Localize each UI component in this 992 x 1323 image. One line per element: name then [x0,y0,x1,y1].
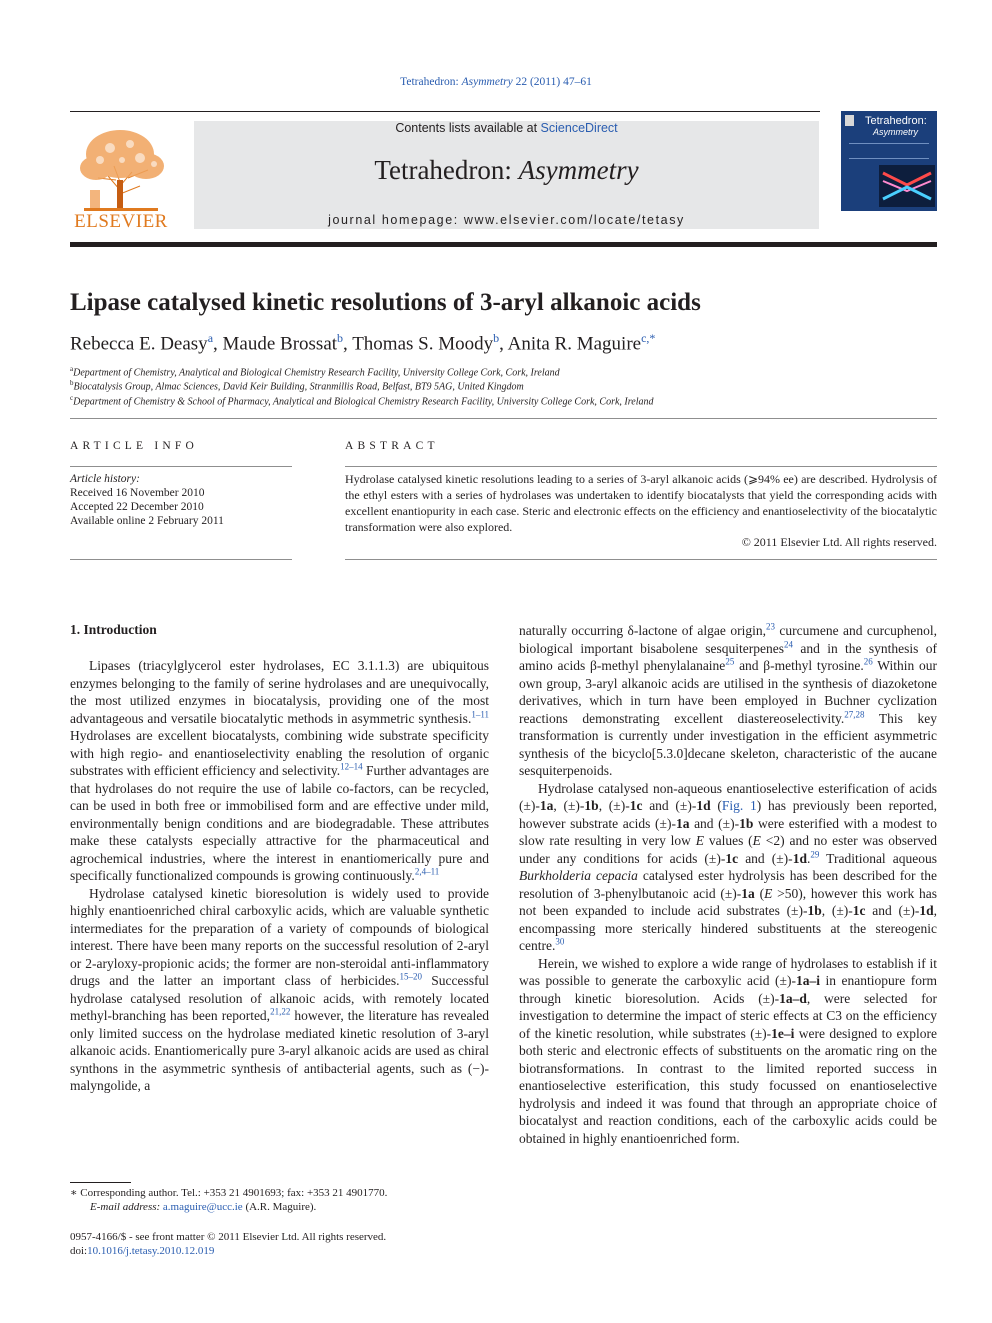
text-run: Hydrolases are excellent biocatalysts, combining wide substrate specificity with high regio- and enantioselectivity enabling the resolution of organic substrates with efficient efficiency and selectivity. [70,728,489,778]
body-right-column [519,622,937,1147]
email-note [90,1201,316,1213]
ref-link[interactable]: 23 [765,621,775,632]
issn-line: 0957-4166/$ - see front matter © 2011 Elsevier Ltd. All rights reserved. [70,1231,387,1243]
text-run: Further advantages are that hydrolases do not require the use of labile co-factors, can be recycled, can be used in both free or immobilised form and are effective under mild, environmentally benign conditions and are biodegradable. These attributes make these catalysts especially attractive for the pharmaceutical and agrochemical industries, where the interest in enantiomerically pure and specifically functionalized compounds is growing continuously. [70,763,489,883]
doi-link[interactable]: 10.1016/j.tetasy.2010.12.019 [87,1245,215,1257]
text-run: , (±)- [553,798,585,813]
paragraph [519,622,937,780]
abstract-text: Hydrolase catalysed kinetic resolutions leading to a series of 3-aryl alkanoic acids (⩾94% ee) are described. Hydrolysis of the ethyl esters with a series of hydrolases was undertaken to identify biocatalysts that yield the corresponding acids with excellent enantiopurity in each case. Steric and electronic effects on the efficiency and enantioselectivity of the biocatalytic transformation were also explored. [345,472,937,534]
affiliation-sup: c [70,394,74,402]
affiliation-divider [70,418,937,419]
cover-graphic-icon [879,165,935,207]
citation-journal: Tetrahedron: [400,76,462,88]
text-run: Hydrolase catalysed kinetic bioresolution is widely used to provide highly enantioenriched chiral carboxylic acids, which are valuable synthetic intermediates for the preparation of a variety of compounds of biological interest. There have been many reports on the successful resolution of 2-aryl or 2-aryloxy-propionic acids; the former are non-steroidal anti-inflammatory drugs and the latter an important class of herbicides. [70,885,489,988]
ref-link[interactable]: 12–14 [340,761,363,772]
compound-label: 1d [696,798,711,813]
symbol-E: E [764,885,773,901]
compound-label: 1e–i [771,1025,795,1041]
text-run: <2) and no ester was observed under any conditions for acids (±)- [519,833,938,866]
symbol-E: E [752,833,761,848]
journal-title-plain: Tetrahedron: [374,155,519,185]
article-info-bottom-rule [70,559,292,560]
text-run: catalysed ester hydrolysis has been described for the resolution of 3-phenylbutanoic acid (±)- [519,868,938,901]
header-thick-rule [70,242,937,247]
paragraph [70,657,489,885]
elsevier-wordmark: ELSEVIER [74,211,168,232]
email-link[interactable]: a.maguire@ucc.ie [162,1201,243,1213]
contents-prefix: Contents lists available at [395,121,541,135]
paragraph [70,885,489,1095]
ref-link[interactable]: 25 [725,656,735,667]
text-run: , (±)- [821,903,853,918]
ref-link[interactable]: 29 [810,849,820,859]
text-run: Traditional aqueous [819,850,938,866]
journal-title [194,155,819,186]
email-suffix: (A.R. Maguire). [242,1201,317,1213]
cover-subtitle: Asymmetry [873,127,918,137]
text-run: and β-methyl tyrosine. [734,658,864,673]
citation-journal-italic: Asymmetry [461,76,513,88]
compound-label: 1a [741,885,755,901]
compound-label: 1d [792,850,807,866]
online-date: Available online 2 February 2011 [70,515,224,527]
doi-label: doi: [70,1245,88,1257]
compound-label: 1c [725,850,739,866]
compound-label: 1c [629,798,643,813]
text-run: Hydrolase catalysed non-aqueous enantioselective esterification of acids (±)- [519,780,937,813]
text-run: and (±)- [865,903,920,918]
cover-lines [849,143,929,159]
text-run: naturally occurring δ-lactone of algae origin, [519,623,766,638]
author-name[interactable]: Maude Brossat [222,333,338,355]
text-run: and (±)- [642,798,697,813]
article-history [70,472,224,528]
article-info-rule [70,466,292,467]
abstract-bottom-rule [345,559,937,560]
text-run: were esterified with a modest to slow rate resulting in very low [519,815,937,848]
text-run: , were selected for investigation to determine the impact of steric effects at C3 on the efficiency of the kinetic resolution, while substrates (±)- [519,990,937,1041]
text-run: . [806,850,811,866]
ref-link[interactable]: 1–11 [471,709,489,719]
homepage-url[interactable]: www.elsevier.com/locate/tetasy [463,213,685,227]
cover-footer-band [841,211,937,231]
history-label: Article history: [70,473,140,485]
text-run: Lipases (triacylglycerol ester hydrolases, EC 3.1.1.3) are ubiquitous enzymes belonging to the family of serine hydrolases and are unequivocally, the most utilized enzymes in biocatalysis, providing one of the most advantageous and versatile biocatalytic methods in asymmetric synthesis. [70,658,489,726]
author-affil-sup[interactable]: b [337,331,344,345]
cover-title: Tetrahedron: [865,115,927,127]
author-affil-sup[interactable]: a [207,331,214,345]
body-left-column [70,657,489,1095]
text-run: in enantiopure form through kinetic bioresolution. Acids (±)- [519,973,937,1006]
ref-link[interactable]: 24 [784,639,793,649]
compound-label: 1b [584,798,599,813]
text-run: >50), however this work has not been expanded to include acid substrates (±)- [519,885,938,918]
cover-logo-mark [845,115,854,126]
journal-cover-thumbnail[interactable] [841,111,937,231]
homepage-label: journal homepage: [328,213,464,227]
ref-link[interactable]: 27,28 [844,709,865,719]
text-run: Herein, we wished to explore a wide range of hydrolases to establish if it was possible to generate the carboxylic acid (±)- [519,955,937,988]
author-name[interactable]: Thomas S. Moody [352,333,494,355]
contents-line [194,121,819,135]
organism-name: Burkholderia cepacia [519,868,638,883]
accepted-date: Accepted 22 December 2010 [70,501,204,513]
affiliation [70,365,560,378]
affiliation-sup: b [70,379,74,387]
header-rule [70,111,820,112]
affiliation-text: Department of Chemistry & School of Pharmacy, Analytical and Biological Chemistry Research Facility, University College Cork, Cork, Ireland [73,396,654,408]
compound-label: 1b [739,815,754,831]
author-affil-sup[interactable]: c,* [641,331,656,345]
affiliation [70,394,653,407]
author-name[interactable]: Rebecca E. Deasy [70,333,208,355]
affiliation-text: Department of Chemistry, Analytical and Biological Chemistry Research Facility, University College Cork, Cork, Ireland [73,367,560,379]
ref-link[interactable]: 2,4–11 [414,866,440,877]
text-run: , (±)- [598,798,630,813]
ref-link[interactable]: 15–20 [399,971,422,982]
compound-label: 1a [539,798,554,813]
text-run: , encompassing more sterically hindered substituents at the stereogenic centre. [519,903,937,953]
article-title: Lipase catalysed kinetic resolutions of 3-aryl alkanoic acids [70,289,701,316]
figure-link[interactable]: Fig. 1 [721,798,757,813]
text-run: curcumene and curcuphenol, biological important bisabolene sesquiterpenes [519,623,937,656]
journal-citation[interactable] [0,76,992,88]
text-run: Within our own group, 3-aryl alkanoic acids are utilised in the synthesis of diazoketone derivatives, which in turn have been employed in Buchner cyclization reactions demonstrating excellent diastereoselectivity. [519,658,937,726]
journal-homepage [194,213,819,227]
email-label: E-mail address: [90,1201,163,1213]
text-run: ( [710,798,722,813]
paragraph [519,955,937,1148]
affiliation-sup: a [70,365,74,373]
compound-label: 1a–d [779,990,807,1006]
paragraph: Hydrolase catalysed non-aqueous enantioselective esterification of acids (±)-1a, (±)-1b, (±)-1c and (±)-1d (Fig. 1) has previously been reported, however substrate acids (±)-1a and (±)-1b were esterified with a modest to slow rate resulting in very low E values (E <2) and no ester was observed under any conditions for acids (±)-1c and (±)-1d.$^{29}$ Traditional aqueous Burkholderia cepacia catalysed ester hydrolysis has been described for the resolution of 3-phenylbutanoic acid (±)-1a (E >50), however this work has not been expanded to include acid substrates (±)-1b, (±)-1c and (±)-1d, encompassing more sterically hindered substituents at the stereogenic centre.$^{30}$ [519,780,938,953]
compound-label: 1b [807,903,822,918]
section-heading-introduction: 1. Introduction [70,622,157,637]
affiliation [70,379,524,392]
compound-label: 1d [919,903,934,918]
doi-line [70,1245,214,1257]
text-run: ( [754,885,765,901]
text-run: and (±)- [738,850,793,866]
text-run: This key transformation is currently under investigation in the efficient asymmetric synthesis of the bicyclo[5.3.0]decane skeleton, characteristic of the aucane sesquiterpenoids. [519,710,938,778]
symbol-E: E [695,833,704,848]
ref-link[interactable]: 21,22 [270,1006,291,1017]
received-date: Received 16 November 2010 [70,487,205,499]
text-run: however, the literature has revealed only limited success on the hydrolase mediated kinetic resolution of 3-aryl alkanoic acids. Enantiomerically pure 3-aryl alkanoic acids are used as chiral synthons in the asymmetric synthesis of antibacterial agents, such as (−)-malyngolide, a [70,1008,489,1093]
compound-label: 1a [675,815,690,831]
text-run: and in the synthesis of amino acids β-methyl phenylalanaine [519,640,937,673]
compound-label: 1c [852,903,866,918]
abstract-rule [345,466,937,467]
abstract-copyright: © 2011 Elsevier Ltd. All rights reserved. [741,535,937,549]
ref-link[interactable]: 26 [863,656,873,667]
affiliation-text: Biocatalysis Group, Almac Sciences, David Keir Building, Stranmillis Road, Belfast, BT9 5AG, United Kingdom [73,381,524,393]
text-run: Successful hydrolase catalysed resolution of alkanoic acids, with remotely located methyl-branching has been reported, [70,973,489,1023]
author-affil-sup[interactable]: b [493,331,500,345]
text-run: were designed to explore both steric and electronic effects of substituents on the aromatic ring on the biotransformations. In contrast to the limited reported success in enantioselective esterification, this study focussed on enantioselective hydrolysis and indeed it was found that through an appropriate choice of biocatalyst and reaction conditions, each of the carboxylic acids could be obtained in highly enantioenriched form. [519,1025,937,1146]
footnote-rule [70,1182,131,1183]
compound-label: 1a–i [795,973,820,988]
corresponding-author-note: ∗ Corresponding author. Tel.: +353 21 4901693; fax: +353 21 4901770. [70,1187,388,1199]
article-info-heading: ARTICLE INFO [70,440,198,452]
text-run: values ( [704,833,753,848]
text-run: has previously been reported, however substrate acids (±)- [519,798,937,831]
abstract-heading: ABSTRACT [345,440,439,452]
author-list: Rebecca E. Deasy$^a$, Maude Brossat$^b$, Thomas S. Moody$^b$, Anita R. Maguire$^{c,*}$ [70,331,656,355]
author-name[interactable]: Anita R. Maguire [507,333,642,355]
sciencedirect-link[interactable]: ScienceDirect [540,121,618,135]
ref-link[interactable]: 30 [555,936,565,947]
text-run: and (±)- [689,815,740,831]
journal-title-italic: Asymmetry [518,155,639,185]
citation-volume-pages: 22 (2011) 47–61 [512,76,592,88]
